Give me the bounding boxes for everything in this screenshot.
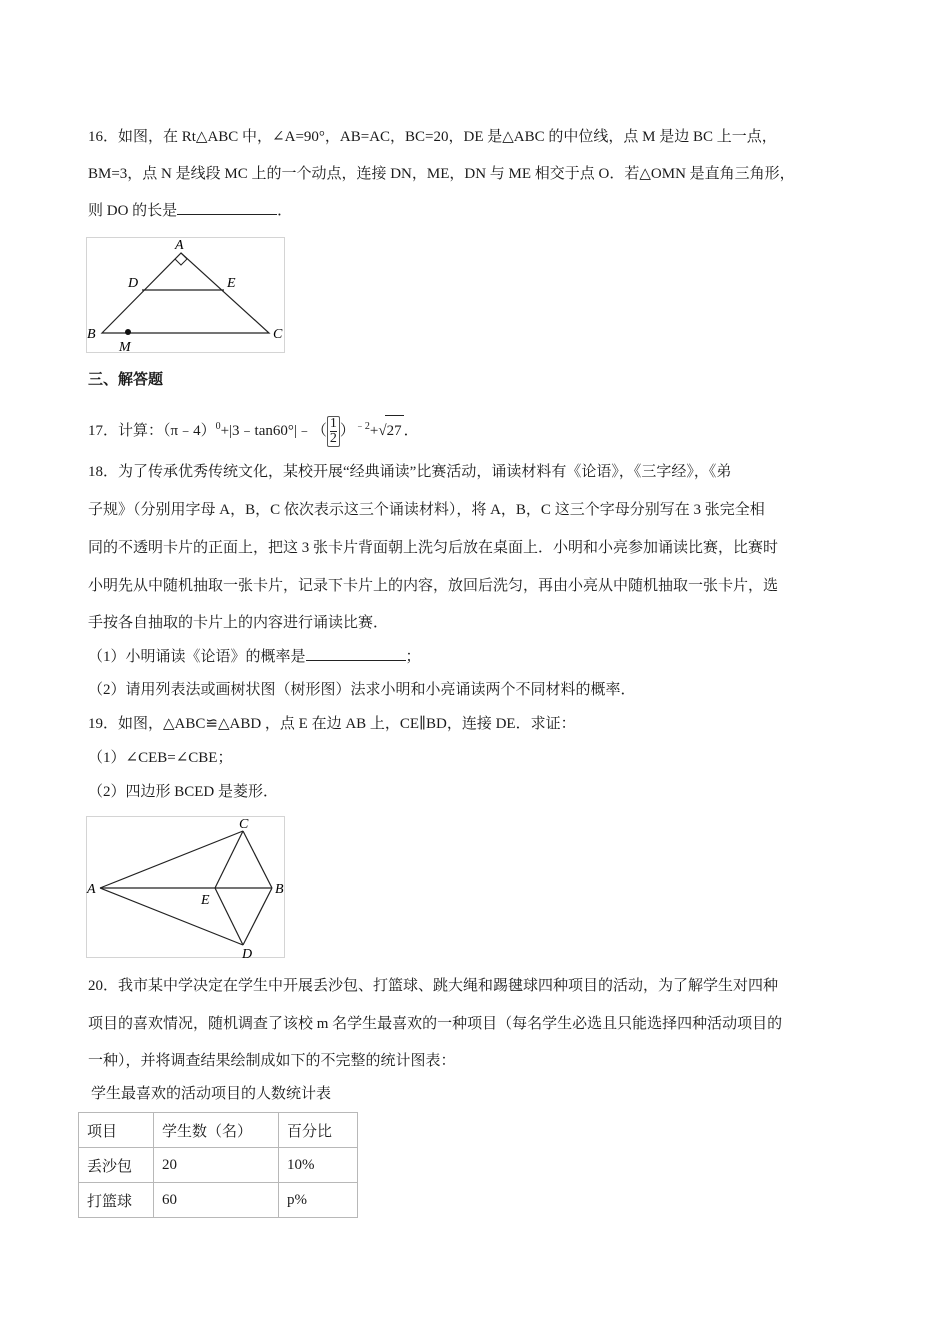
q17-mid: +|3﹣tan60°|﹣（ <box>220 423 327 439</box>
q20-line-2: 项目的喜欢情况，随机调查了该校 m 名学生最喜欢的一种项目（每名学生必选且只能选择四种活动项目的 <box>88 1016 783 1032</box>
q17-exponent-zero: 0 <box>215 421 221 432</box>
q20-stats-table <box>78 1112 358 1218</box>
q18-sub-1-suffix: ； <box>405 649 421 665</box>
q16-line-1: 16．如图，在 Rt△ABC 中，∠A=90°，AB=AC，BC=20，DE 是△ABC 的中位线，点 M 是边 BC 上一点， <box>88 129 777 145</box>
q17-sqrt-radicand: 27 <box>385 415 404 446</box>
q18-answer-blank <box>306 646 406 661</box>
q19-sub-1: （1）∠CEB=∠CBE； <box>88 750 233 766</box>
q18-sub-1-prefix: （1）小明诵读《论语》的概率是 <box>88 649 306 665</box>
q16-point-m <box>125 329 131 335</box>
q19-rhombus-figure <box>86 816 286 959</box>
q16-triangle-abc <box>102 253 269 333</box>
q17-fraction-numerator: 1 <box>329 416 337 432</box>
q18-line-2: 子规》（分别用字母 A，B，C 依次表示这三个诵读材料），将 A，B，C 这三个字母分别写在 3 张完全相 <box>88 502 765 518</box>
table-row <box>79 1183 358 1218</box>
q19-sub-2: （2）四边形 BCED 是菱形． <box>88 784 279 800</box>
q17-sqrt-sign: √ <box>378 423 387 439</box>
table-header-cell: 百分比 <box>279 1113 358 1148</box>
q16-line-3 <box>88 200 292 222</box>
q16-label-m: M <box>119 340 131 354</box>
table-cell: 丢沙包 <box>79 1148 154 1183</box>
q16-triangle-figure <box>86 237 286 354</box>
q19-line-1: 19．如图，△ABC≌△ABD ，点 E 在边 AB 上，CE∥BD，连接 DE．求证： <box>88 716 576 732</box>
q17-plus: + <box>369 423 379 439</box>
q16-label-c: C <box>273 327 283 342</box>
q19-label-d: D <box>242 947 253 959</box>
q17-fraction <box>327 416 340 447</box>
q18-line-5: 手按各自抽取的卡片上的内容进行诵读比赛． <box>88 615 389 631</box>
q16-label-b: B <box>87 327 96 342</box>
q16-line-3-suffix: ． <box>277 203 293 219</box>
q20-table-title: 学生最喜欢的活动项目的人数统计表 <box>91 1086 332 1102</box>
section-heading: 三、解答题 <box>88 372 164 388</box>
q18-line-3: 同的不透明卡片的正面上，把这 3 张卡片背面朝上洗匀后放在桌面上．小明和小亮参加诵读比赛，比赛时 <box>88 540 779 556</box>
q18-line-1: 18．为了传承优秀传统文化，某校开展“经典诵读”比赛活动，诵读材料有《论语》，《三字经》，《弟 <box>88 464 732 480</box>
table-cell: p% <box>279 1183 358 1218</box>
q16-line-3-prefix: 则 DO 的长是 <box>88 203 178 219</box>
q16-label-e: E <box>227 276 236 291</box>
table-cell: 10% <box>279 1148 358 1183</box>
q18-line-4: 小明先从中随机抽取一张卡片，记录下卡片上的内容，放回后洗匀，再由小亮从中随机抽取一张卡片，选 <box>88 578 779 594</box>
table-cell: 60 <box>154 1183 279 1218</box>
q18-sub-2: （2）请用列表法或画树状图（树形图）法求小明和小亮诵读两个不同材料的概率． <box>88 682 636 698</box>
q17-fraction-denominator: 2 <box>329 431 337 447</box>
q17-exponent-neg2: ﹣2 <box>354 421 370 432</box>
q20-line-3: 一种），并将调查结果绘制成如下的不完整的统计图表： <box>88 1053 456 1069</box>
q16-label-d: D <box>128 276 139 291</box>
table-cell: 打篮球 <box>79 1183 154 1218</box>
table-header-cell: 项目 <box>79 1113 154 1148</box>
table-header-row <box>79 1113 358 1148</box>
q16-label-a: A <box>175 238 184 253</box>
q20-line-1: 20．我市某中学决定在学生中开展丢沙包、打篮球、跳大绳和踢毽球四种项目的活动，为了解学生对四种 <box>88 978 779 994</box>
q19-label-a: A <box>87 882 96 897</box>
q17-expression <box>88 412 419 447</box>
table-cell: 20 <box>154 1148 279 1183</box>
q19-label-c: C <box>239 817 249 832</box>
q18-sub-1 <box>88 646 421 668</box>
q16-line-2: BM=3，点 N 是线段 MC 上的一个动点，连接 DN，ME，DN 与 ME 相交于点 O．若△OMN 是直角三角形， <box>88 166 795 182</box>
q16-answer-blank <box>177 200 277 215</box>
q19-label-e: E <box>201 893 210 908</box>
table-header-cell: 学生数（名） <box>154 1113 279 1148</box>
q19-label-b: B <box>275 882 284 897</box>
q16-right-angle-mark <box>175 253 187 265</box>
table-row <box>79 1148 358 1183</box>
q17-prefix: 17．计算：（π﹣4） <box>88 423 216 439</box>
q17-after-fraction: ） <box>339 423 355 439</box>
q17-suffix: ． <box>403 423 419 439</box>
